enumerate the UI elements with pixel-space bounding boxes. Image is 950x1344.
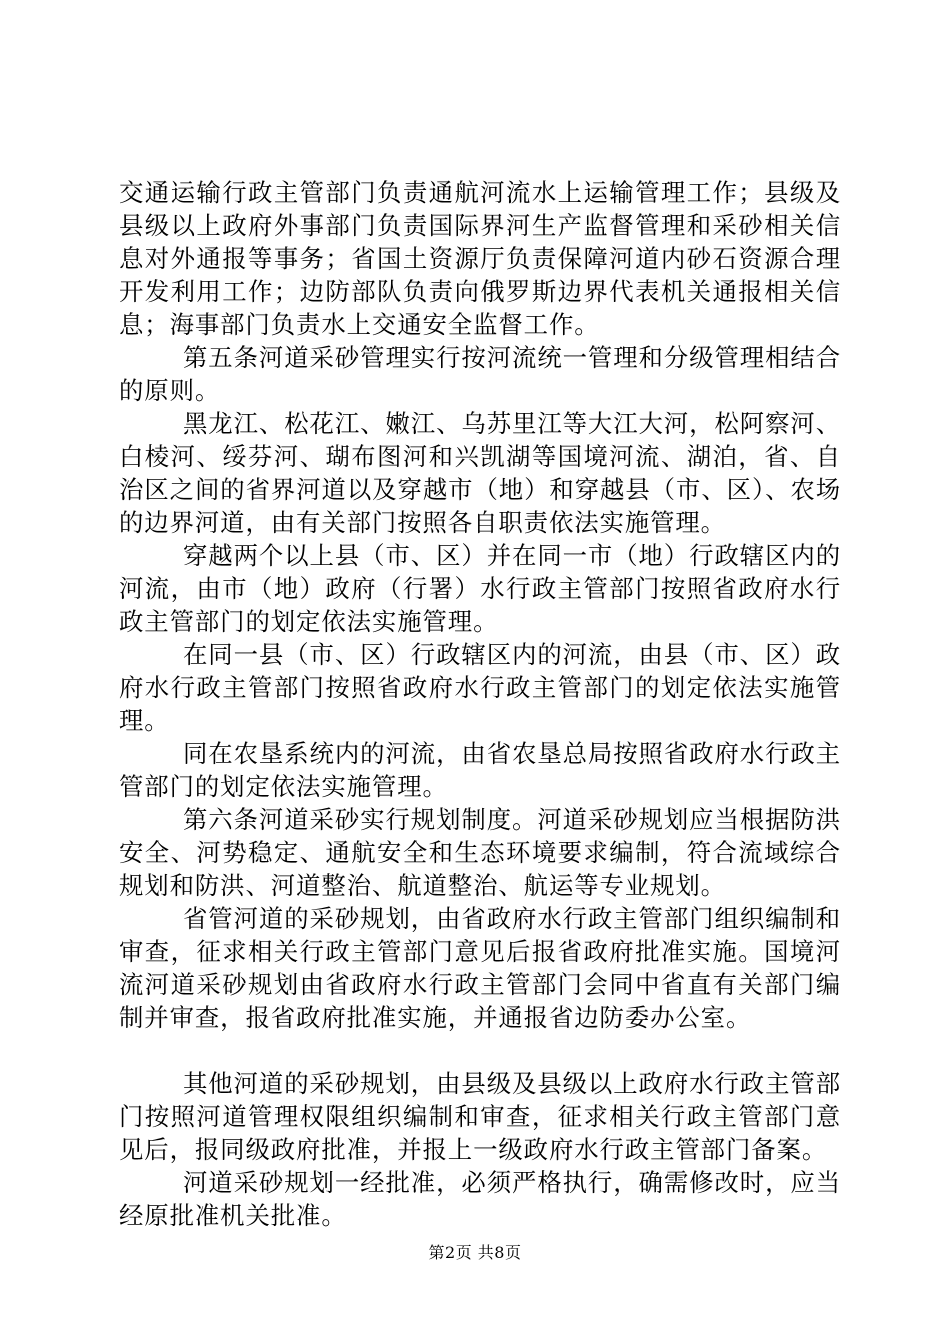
paragraph-provincial-planning: 省管河道的采砂规划，由省政府水行政主管部门组织编制和审查，征求相关行政主管部门意见后报省政府批准实施。国境河流河道采砂规划由省政府水行政主管部门会同中省直有关部门编制并审查，报省政府批准实施，并通报省边防委办公室。 xyxy=(119,904,841,1032)
paragraph-article-6: 第六条河道采砂实行规划制度。河道采砂规划应当根据防洪安全、河势稳定、通航安全和生态环境要求编制，符合流域综合规划和防洪、河道整治、航道整治、航运等专业规划。 xyxy=(119,805,841,900)
paragraph-single-county-rivers: 在同一县（市、区）行政辖区内的河流，由县（市、区）政府水行政主管部门按照省政府水行政主管部门的划定依法实施管理。 xyxy=(119,640,841,735)
paragraph-farm-system-rivers: 同在农垦系统内的河流，由省农垦总局按照省政府水行政主管部门的划定依法实施管理。 xyxy=(119,739,841,801)
paragraph-major-rivers: 黑龙江、松花江、嫩江、乌苏里江等大江大河，松阿察河、白棱河、绥芬河、瑚布图河和兴凯湖等国境河流、湖泊，省、自治区之间的省界河道以及穿越市（地）和穿越县（市、区）、农场的边界河道，由有关部门按照各自职责依法实施管理。 xyxy=(119,409,841,537)
paragraph-article-5: 第五条河道采砂管理实行按河流统一管理和分级管理相结合的原则。 xyxy=(119,343,841,405)
paragraph-plan-amendment: 河道采砂规划一经批准，必须严格执行，确需修改时，应当经原批准机关批准。 xyxy=(119,1168,841,1230)
paragraph-continuation: 交通运输行政主管部门负责通航河流水上运输管理工作；县级及县级以上政府外事部门负责国际界河生产监督管理和采砂相关信息对外通报等事务；省国土资源厅负责保障河道内砂石资源合理开发利用工作；边防部队负责向俄罗斯边界代表机关通报相关信息；海事部门负责水上交通安全监督工作。 xyxy=(119,178,841,339)
paragraph-multi-county-rivers: 穿越两个以上县（市、区）并在同一市（地）行政辖区内的河流，由市（地）政府（行署）水行政主管部门按照省政府水行政主管部门的划定依法实施管理。 xyxy=(119,541,841,636)
page-number-label: 第2页 共8页 xyxy=(428,1243,522,1262)
paragraph-other-rivers-planning: 其他河道的采砂规划，由县级及县级以上政府水行政主管部门按照河道管理权限组织编制和审查，征求相关行政主管部门意见后，报同级政府批准，并报上一级政府水行政主管部门备案。 xyxy=(119,1069,841,1164)
document-body xyxy=(119,176,841,1232)
page-footer xyxy=(0,1243,950,1263)
